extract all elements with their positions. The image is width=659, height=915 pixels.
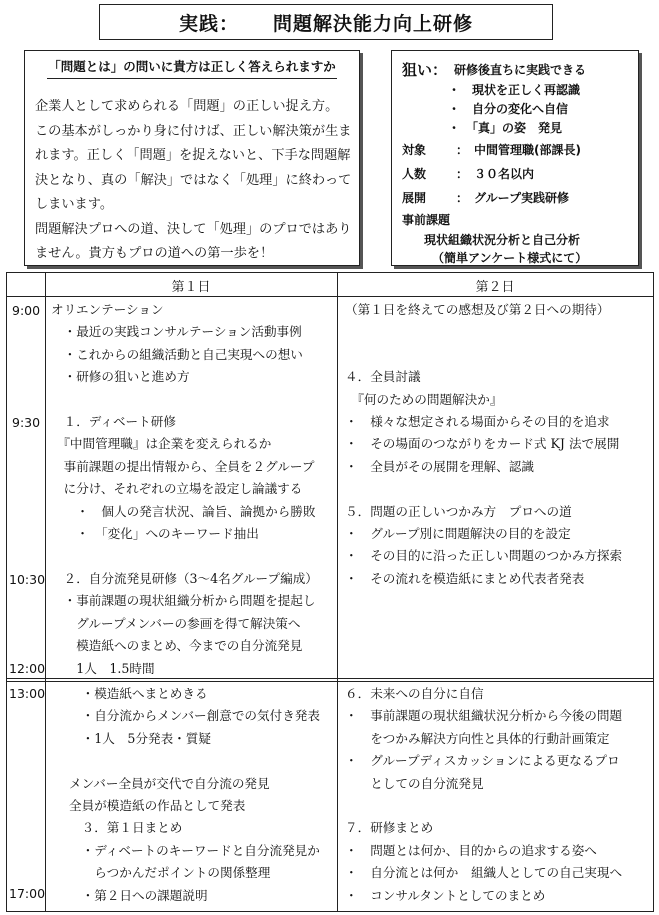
schedule-line: ・ その場面のつながりをカード式 KJ 法で展開 [345,436,620,452]
schedule-line: ・ 自分流とは何か 組織人としての自己実現へ [345,865,623,881]
schedule-line: ・最近の実践コンサルテーション活動事例 [51,324,302,340]
title-main: 実践： [178,12,239,35]
schedule-line: 模造紙へのまとめ、今までの自分流発見 [51,638,303,654]
schedule-line: ・自分流からメンバー創意での気付き発表 [69,708,320,724]
intro-question: 「問題とは」の問いに貴方は正しく答えられますか [47,57,337,79]
schedule-line: オリエンテーション [51,302,164,317]
schedule-line: ・研修の狙いと進め方 [51,369,190,385]
time-label: 9:00 [12,303,41,318]
intro-line: ません。貴方もプロの道への第一歩を！ [35,246,274,261]
schedule-line: に分け、それぞれの立場を設定し論議する [51,481,303,497]
target-label: 対象 [402,143,427,157]
aim-label: 狙い： [402,61,448,79]
schedule-line: ・ 様々な想定される場面からその目的を追求 [345,414,610,430]
time-label: 9:30 [12,415,41,430]
schedule-table [6,272,654,912]
day1-am-content [51,299,318,680]
intro-body [35,95,353,267]
intro-line: しまいます。 [35,197,114,212]
schedule-line: ４．全員討議 [345,369,421,385]
intro-line: 企業人として求められる「問題」の正しい捉え方。 [35,99,339,114]
schedule-line [51,389,318,411]
schedule-line: ５．問題の正しいつかみ方 プロへの道 [345,503,572,519]
schedule-line: ・ 「変化」へのキーワード抽出 [51,526,259,542]
schedule-line [345,321,622,343]
time-label: 13:00 [9,686,46,701]
schedule-line: 事前課題の提出情報から、全員を２グループ [51,458,315,474]
schedule-line [69,750,320,772]
header-divider [7,296,653,297]
aim-text: 研修後直ちに実践できる [454,63,587,77]
intro-line: 問題解決プロへの道、決して「処理」のプロではあり [35,221,352,237]
schedule-line: メンバー全員が交代で自分流の発見 [69,775,270,791]
dev-label: 展開 [402,191,427,205]
schedule-line: ・ グループ別に問題解決の目的を設定 [345,526,571,542]
day1-header: 第１日 [171,280,211,295]
schedule-line: 1人 1.5時間 [51,660,155,676]
count-value: ： ３０名以内 [456,167,535,181]
schedule-line: ・1人 5分発表・質疑 [69,730,211,746]
schedule-line: ・ディベートのキーワードと自分流発見か [69,842,320,858]
schedule-line: ６．未来への自分に自信 [345,686,484,701]
intro-line: この基本がしっかり身に付けば、正しい解決策が生ま [35,123,352,139]
page-title [99,4,553,40]
schedule-line: ・ 問題とは何か、目的からの追求する姿へ [345,842,597,858]
schedule-line: 『中間管理職』は企業を変えられるか [51,436,272,452]
schedule-line: ・ 事前課題の現状組織状況分析から今後の問題 [345,708,623,724]
schedule-line: ・ コンサルタントとしてのまとめ [345,887,546,903]
day2-header: 第２日 [475,280,515,295]
schedule-line: ・ その目的に沿った正しい問題のつかみ方探索 [345,548,623,564]
schedule-line: ・ グループディスカッションによる更なるプロ [345,753,620,769]
title-sub: 問題解決能力向上研修 [273,12,474,35]
schedule-line: ・第２日への課題説明 [69,887,208,903]
aim-bullet: ・ 現状を正しく再認識 [448,83,581,97]
schedule-line [345,478,622,500]
schedule-line: （第１日を終えての感想及び第２日への期待） [345,302,610,317]
lunch-divider-lower [7,681,653,682]
aim-box [391,50,639,266]
day2-am-content [345,299,622,590]
schedule-line: ・これからの組織活動と自己実現への想い [51,346,303,362]
day-column-divider [337,273,338,911]
day2-pm-content [345,683,622,907]
schedule-line: ２．自分流発見研修（3～4名グループ編成） [51,570,318,586]
intro-line: れます。正しく「問題」を捉えないと、下手な問題解 [35,148,351,163]
schedule-line: ・模造紙へまとめきる [69,686,208,701]
pre-label: 事前課題 [402,213,451,227]
intro-line: 決となり、真の「解決」ではなく「処理」に終わって [35,172,352,188]
schedule-line: ・ 個人の発言状況、論旨、論拠から勝敗 [51,503,316,519]
schedule-line: ３．第１日まとめ [69,820,183,836]
schedule-line [345,795,622,817]
day1-pm-content [69,683,320,907]
schedule-line: ７．研修まとめ [345,820,434,836]
pre-note: （簡単アンケート様式にて） [432,251,588,265]
time-label: 17:00 [9,886,46,901]
dev-value: ： グループ実践研修 [456,191,570,205]
count-label: 人数 [402,167,427,181]
target-value: ： 中間管理職(部課長) [456,143,581,157]
aim-bullet: ・ 自分の変化へ自信 [448,102,569,116]
intro-box [24,50,360,266]
schedule-line: 全員が模造紙の作品として発表 [69,798,246,814]
schedule-line [345,344,622,366]
pre-value: 現状組織状況分析と自己分析 [424,233,581,247]
time-label: 10:30 [9,572,46,587]
schedule-line: グループメンバーの参画を得て解決策へ [51,615,301,631]
schedule-line: としての自分流発見 [345,775,484,791]
schedule-line: らつかんだポイントの関係整理 [69,865,271,881]
schedule-line: １．ディベート研修 [51,414,176,430]
schedule-line: ・ その流れを模造紙にまとめ代表者発表 [345,570,585,586]
schedule-line: ・ 全員がその展開を理解、認識 [345,458,534,474]
schedule-line: 『何のための問題解決か』 [345,391,503,407]
schedule-line [51,545,318,567]
aim-bullet: ・ 「真」の姿 発見 [448,121,563,135]
time-column-divider [45,273,46,911]
schedule-line: をつかみ解決方向性と具体的行動計画策定 [345,730,610,746]
time-label: 12:00 [9,661,46,676]
schedule-line: ・事前課題の現状組織分析から問題を提起し [51,593,316,609]
